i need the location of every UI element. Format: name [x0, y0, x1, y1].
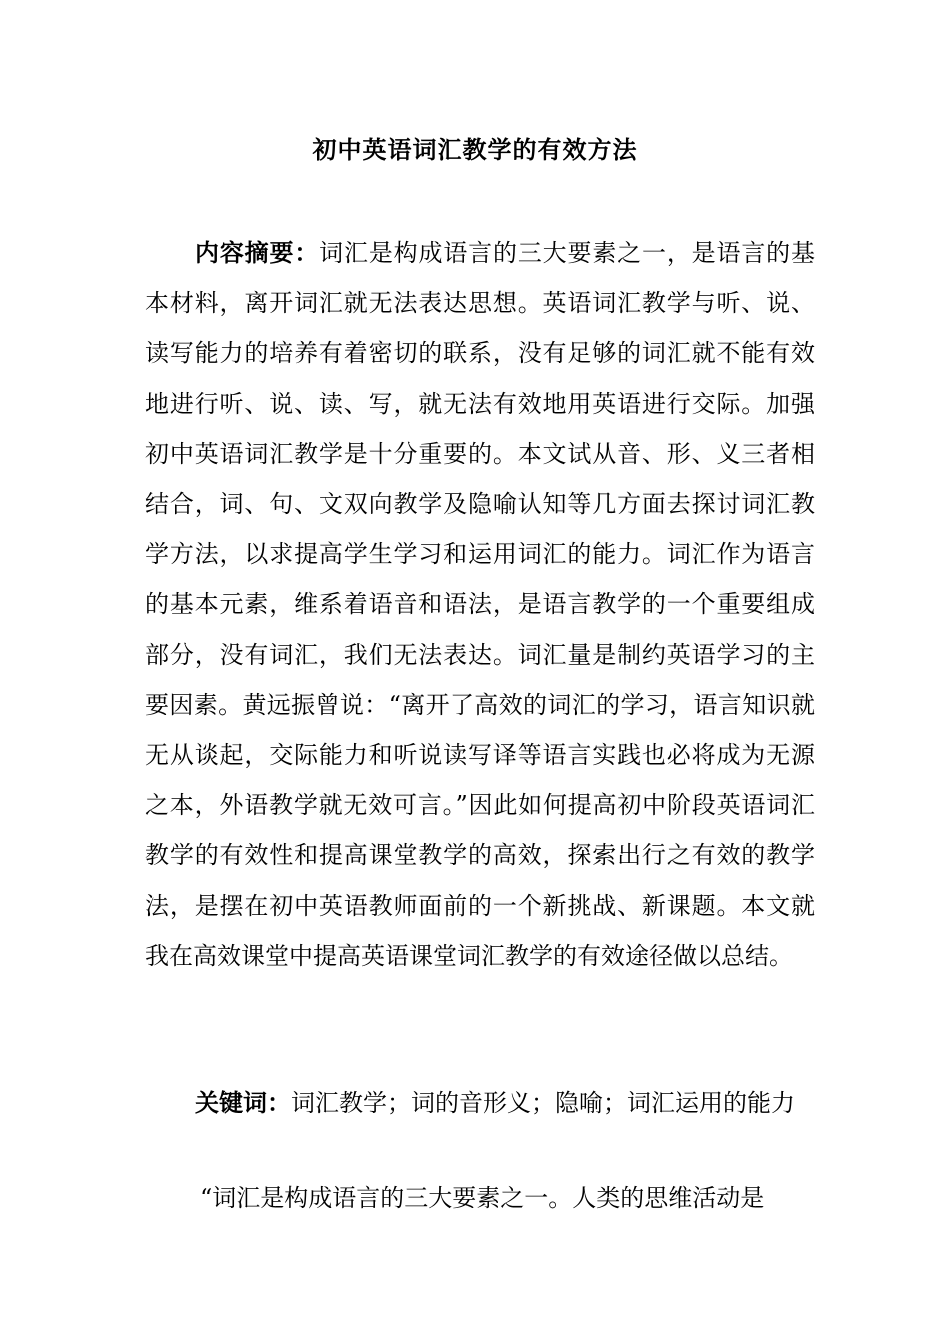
abstract-label: 内容摘要：: [195, 238, 320, 267]
document-title: 初中英语词汇教学的有效方法: [312, 135, 638, 164]
keywords-label: 关键词：: [195, 1088, 291, 1117]
body-first-line: “词汇是构成语言的三大要素之一。人类的思维活动是: [200, 1184, 765, 1212]
abstract-text: 词汇是构成语言的三大要素之一，是语言的基本材料，离开词汇就无法表达思想。英语词汇教学与听、说、读写能力的培养有着密切的联系，没有足够的词汇就不能有效地进行听、说、读、写，就无法有效地用英语进行交际。加强初中英语词汇教学是十分重要的。本文试从音、形、义三者相结合，词、句、文双向教学及隐喻认知等几方面去探讨词汇教学方法，以求提高学生学习和运用词汇的能力。词汇作为语言的基本元素，维系着语音和语法，是语言教学的一个重要组成部分，没有词汇，我们无法表达。词汇量是制约英语学习的主要因素。黄远振曾说：“离开了高效的词汇的学习，语言知识就无从谈起，交际能力和听说读写译等语言实践也必将成为无源之本，外语教学就无效可言。”因此如何提高初中阶段英语词汇教学的有效性和提高课堂教学的高效，探索出行之有效的教学法，是摆在初中英语教师面前的一个新挑战、新课题。本文就我在高效课堂中提高英语课堂词汇教学的有效途径做以总结。: [145, 239, 816, 970]
keywords-line: [195, 1078, 835, 1128]
keywords-text: 词汇教学；词的音形义；隐喻；词汇运用的能力: [291, 1089, 795, 1117]
abstract-paragraph: [145, 228, 815, 981]
